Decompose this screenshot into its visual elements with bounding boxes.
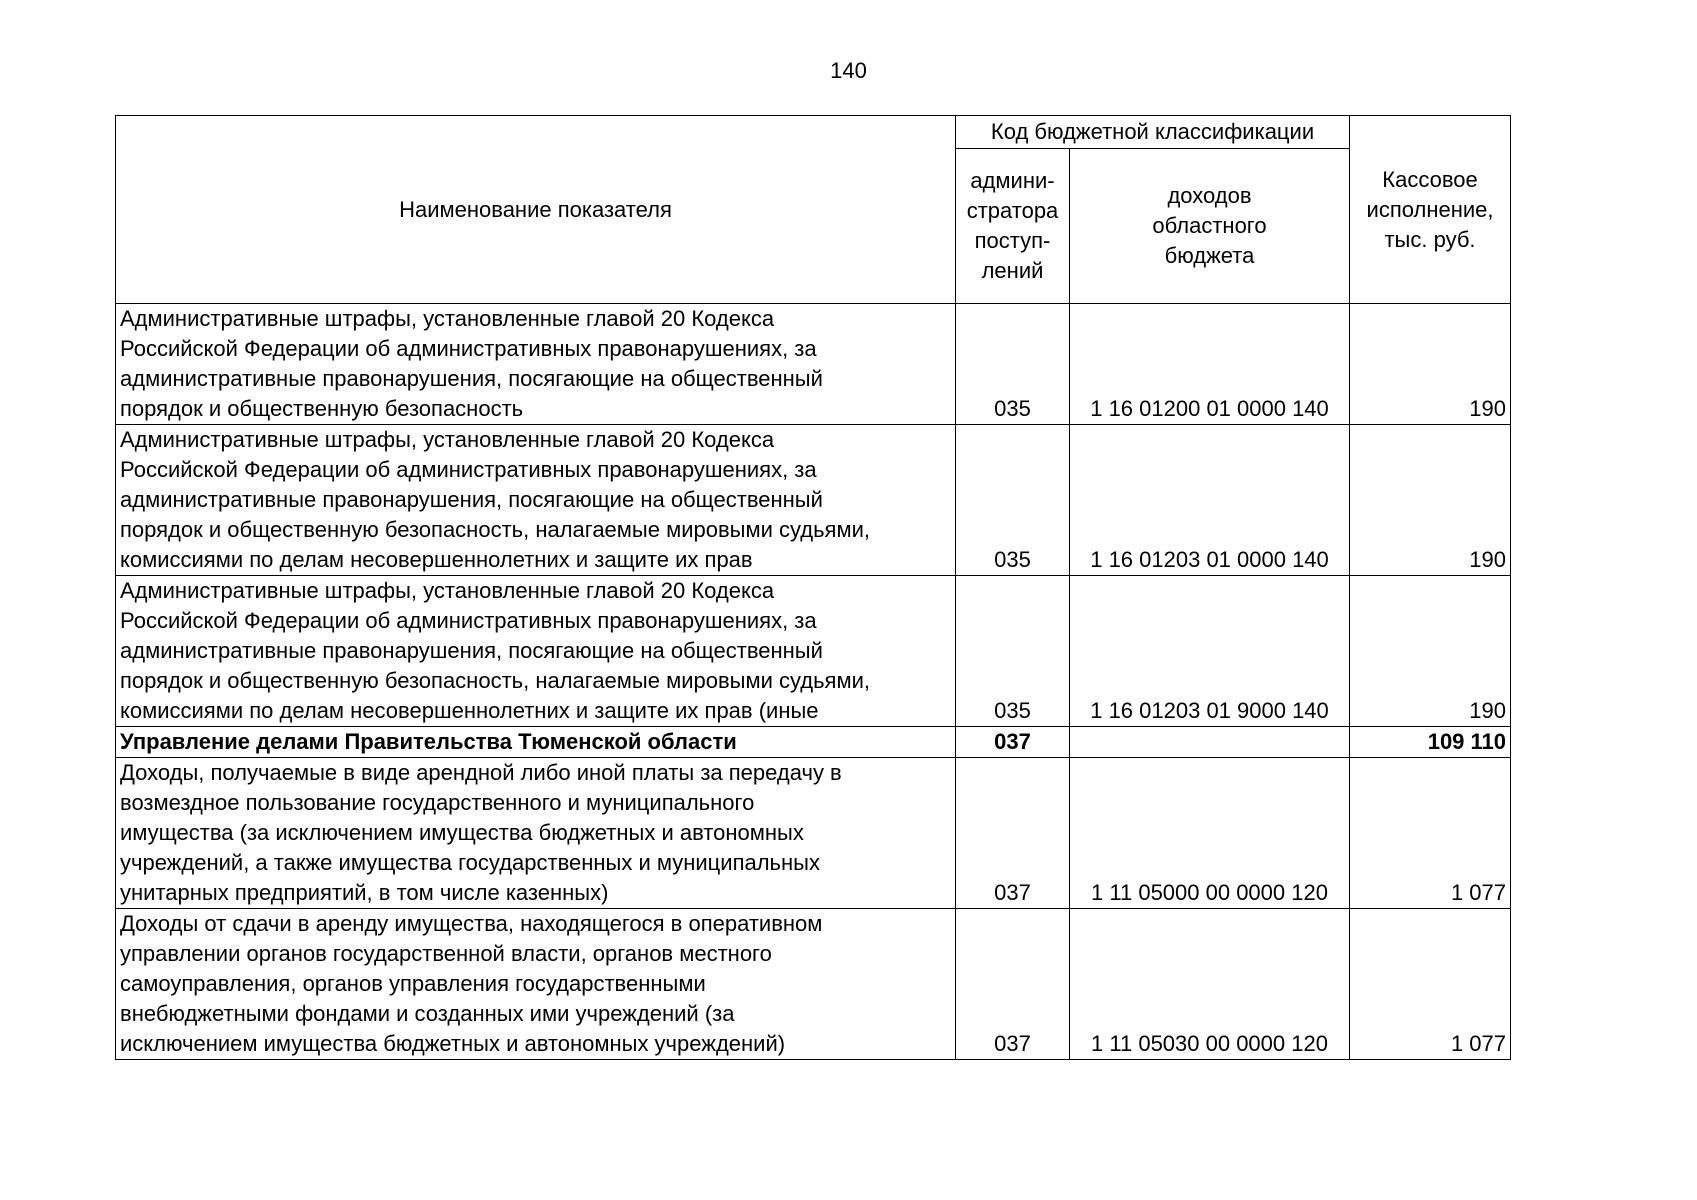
indicator-name-line: внебюджетными фондами и созданных ими учреждений (за bbox=[120, 1001, 735, 1026]
admin-code-cell: 035 bbox=[956, 425, 1070, 576]
header-code-line: доходов bbox=[1167, 183, 1252, 208]
indicator-name-line: порядок и общественную безопасность bbox=[120, 396, 524, 421]
header-admin-line: лений bbox=[981, 258, 1044, 283]
admin-code-cell: 035 bbox=[956, 304, 1070, 425]
page-number: 140 bbox=[830, 58, 867, 83]
indicator-name-line: Доходы, получаемые в виде арендной либо иной платы за передачу в bbox=[120, 760, 842, 785]
admin-code-cell: 037 bbox=[956, 727, 1070, 758]
table-header bbox=[116, 116, 1511, 304]
indicator-name-line: комиссиями по делам несовершеннолетних и защите их прав (иные bbox=[120, 698, 819, 723]
header-amount-line: Кассовое bbox=[1382, 166, 1478, 192]
indicator-name-line: Российской Федерации об административных правонарушениях, за bbox=[120, 608, 817, 633]
budget-code-cell bbox=[1070, 727, 1350, 758]
budget-code-cell: 1 11 05030 00 0000 120 bbox=[1070, 909, 1350, 1060]
table-row bbox=[116, 909, 1511, 1060]
table-row bbox=[116, 576, 1511, 727]
section-total-cell: 109 110 bbox=[1350, 727, 1511, 758]
budget-code-cell: 1 16 01203 01 9000 140 bbox=[1070, 576, 1350, 727]
header-admin-line: стратора bbox=[966, 198, 1059, 223]
indicator-name-line: комиссиями по делам несовершеннолетних и защите их прав bbox=[120, 547, 753, 572]
indicator-name-line: самоуправления, органов управления государственными bbox=[120, 971, 706, 996]
budget-code-cell: 1 11 05000 00 0000 120 bbox=[1070, 758, 1350, 909]
amount-cell: 1 077 bbox=[1350, 758, 1511, 909]
amount-cell: 190 bbox=[1350, 425, 1511, 576]
table-row bbox=[116, 425, 1511, 576]
header-amount-line: тыс. руб. bbox=[1384, 226, 1476, 252]
budget-code-cell: 1 16 01200 01 0000 140 bbox=[1070, 304, 1350, 425]
indicator-name-line: унитарных предприятий, в том числе казенных) bbox=[120, 880, 609, 905]
section-row bbox=[116, 727, 1511, 758]
header-revenue-administrator bbox=[956, 149, 1070, 304]
indicator-name-line: Административные штрафы, установленные главой 20 Кодекса bbox=[120, 578, 775, 603]
indicator-name-line: имущества (за исключением имущества бюджетных и автономных bbox=[120, 820, 804, 845]
table-body bbox=[116, 304, 1511, 1060]
indicator-name-line: возмездное пользование государственного и муниципального bbox=[120, 790, 755, 815]
indicator-name-cell bbox=[116, 425, 956, 576]
header-regional-budget-revenue bbox=[1070, 149, 1350, 304]
indicator-name-line: административные правонарушения, посягающие на общественный bbox=[120, 366, 823, 391]
budget-table bbox=[115, 115, 1511, 1060]
budget-code-cell: 1 16 01203 01 0000 140 bbox=[1070, 425, 1350, 576]
indicator-name-line: порядок и общественную безопасность, налагаемые мировыми судьями, bbox=[120, 668, 870, 693]
indicator-name-line: исключением имущества бюджетных и автономных учреждений) bbox=[120, 1031, 786, 1056]
indicator-name-cell bbox=[116, 758, 956, 909]
indicator-name-line: порядок и общественную безопасность, налагаемые мировыми судьями, bbox=[120, 517, 870, 542]
section-name-line: Управление делами Правительства Тюменской области bbox=[120, 729, 737, 754]
indicator-name-line: Российской Федерации об административных правонарушениях, за bbox=[120, 336, 817, 361]
admin-code-cell: 037 bbox=[956, 758, 1070, 909]
indicator-name-line: Административные штрафы, установленные главой 20 Кодекса bbox=[120, 306, 775, 331]
indicator-name-cell bbox=[116, 576, 956, 727]
header-admin-line: поступ- bbox=[974, 228, 1051, 253]
indicator-name-line: административные правонарушения, посягающие на общественный bbox=[120, 638, 823, 663]
indicator-name-line: учреждений, а также имущества государственных и муниципальных bbox=[120, 850, 820, 875]
amount-cell: 190 bbox=[1350, 576, 1511, 727]
indicator-name-line: административные правонарушения, посягающие на общественный bbox=[120, 487, 823, 512]
header-cash-execution bbox=[1350, 116, 1511, 304]
header-code-line: областного bbox=[1152, 213, 1267, 238]
admin-code-cell: 035 bbox=[956, 576, 1070, 727]
indicator-name-line: Доходы от сдачи в аренду имущества, находящегося в оперативном bbox=[120, 911, 823, 936]
indicator-name-line: управлении органов государственной власти, органов местного bbox=[120, 941, 772, 966]
header-admin-line: админи- bbox=[970, 168, 1055, 193]
indicator-name-line: Российской Федерации об административных правонарушениях, за bbox=[120, 457, 817, 482]
header-code-line: бюджета bbox=[1164, 243, 1255, 268]
amount-cell: 190 bbox=[1350, 304, 1511, 425]
indicator-name-line: Административные штрафы, установленные главой 20 Кодекса bbox=[120, 427, 775, 452]
header-indicator-name: Наименование показателя bbox=[116, 116, 956, 304]
amount-cell: 1 077 bbox=[1350, 909, 1511, 1060]
table-row bbox=[116, 758, 1511, 909]
header-amount-line: исполнение, bbox=[1366, 196, 1494, 222]
header-classification-code: Код бюджетной классификации bbox=[956, 116, 1350, 149]
indicator-name-cell bbox=[116, 304, 956, 425]
table-row bbox=[116, 304, 1511, 425]
section-name-cell bbox=[116, 727, 956, 758]
admin-code-cell: 037 bbox=[956, 909, 1070, 1060]
indicator-name-cell bbox=[116, 909, 956, 1060]
